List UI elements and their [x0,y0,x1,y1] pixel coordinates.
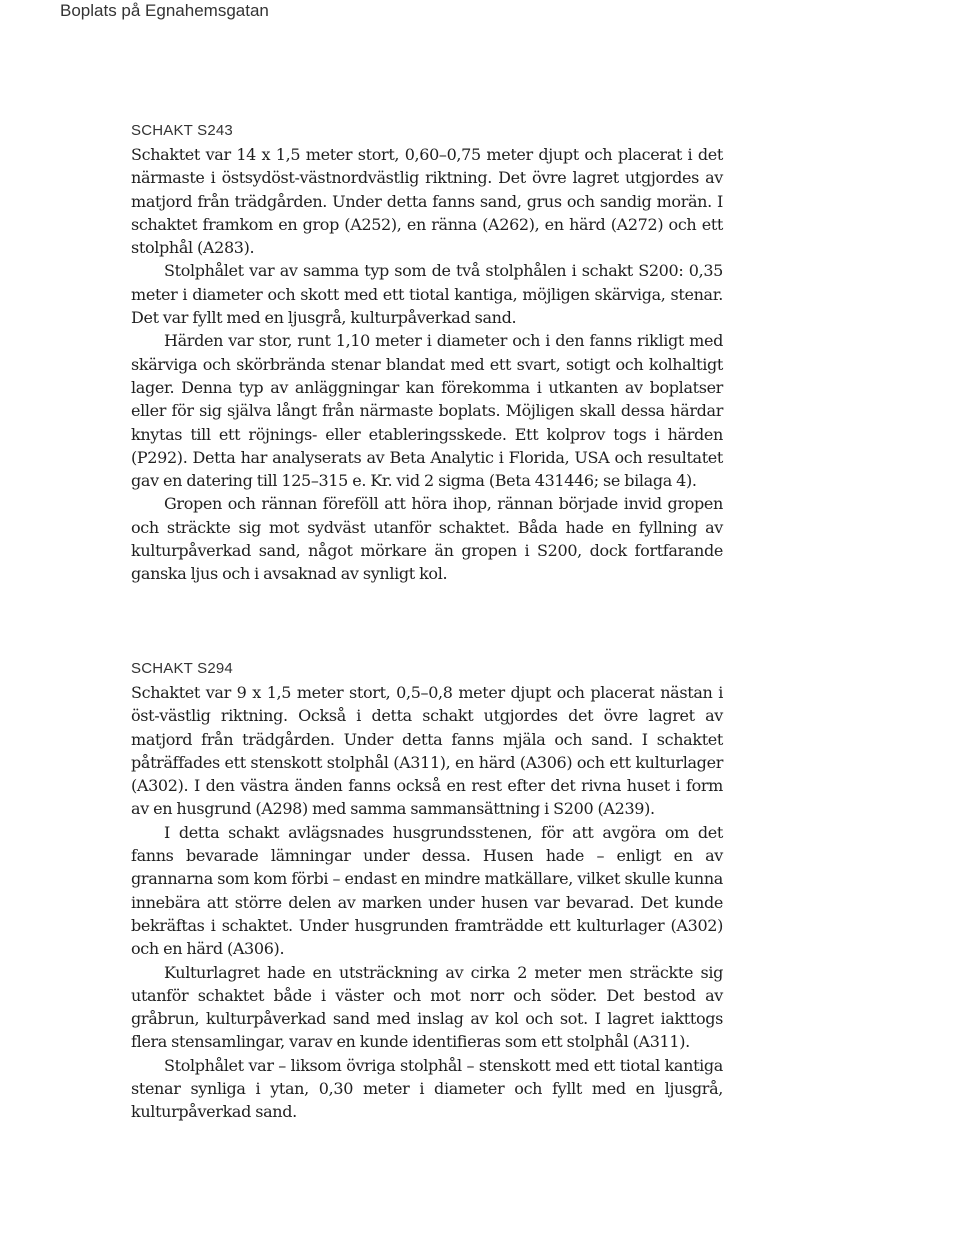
paragraph: Schaktet var 9 x 1,5 meter stort, 0,5–0,8 meter djupt och placerat nästan i öst-västlig riktning. Också i detta schakt utgjordes det övre lagret av matjord från trädgården. Under detta fanns mjäla och sand. I schaktet påträffades ett stenskott stolphål (A311), en härd (A306) och ett kulturlager (A302). I den västra änden fanns också en rest efter det rivna huset i form av en husgrund (A298) med samma sammansättning i S200 (A239). [131,683,723,819]
paragraph: Stolphålet var av samma typ som de två stolphålen i schakt S200: 0,35 meter i diameter och skott med ett tiotal kantiga, möjligen skärviga, stenar. Det var fyllt med en ljusgrå, kulturpåverkad sand. [131,261,723,328]
section-heading: SCHAKT S294 [131,660,233,677]
paragraph: Gropen och rännan föreföll att höra ihop, rännan började invid gropen och sträckte sig mot sydväst utanför schaktet. Båda hade en fyllning av kulturpåverkad sand, något mörkare än gropen i S200, dock fortfarande ganska ljus och i avsaknad av synligt kol. [131,494,723,584]
section-schakt-s294 [131,659,723,1124]
paragraph: Härden var stor, runt 1,10 meter i diameter och i den fanns rikligt med skärviga och skörbrända stenar blandat med ett svart, sotigt och kolhaltigt lager. Denna typ av anläggningar kan förekomma i utkanten av boplatser eller för sig själva långt från närmaste boplats. Möjligen skall dessa härdar knytas till ett röjnings- eller etableringsskede. Ett kolprov togs i härden (P292). Detta har analyserats av Beta Analytic i Florida, USA och resultatet gav en datering till 125–315 e. Kr. vid 2 sigma (Beta 431446; se bilaga 4). [131,331,723,491]
paragraph: I detta schakt avlägsnades husgrundsstenen, för att avgöra om det fanns bevarade lämningar under dessa. Husen hade – enligt en av grannarna som kom förbi – endast en mindre matkällare, vilket skulle kunna innebära att större delen av marken under husen var bevarad. Det kunde bekräftas i schaktet. Under husgrunden framträdde ett kulturlager (A302) och en härd (A306). [131,822,723,959]
paragraph: Stolphålet var – liksom övriga stolphål – stenskott med ett tiotal kantiga stenar synliga i ytan, 0,30 meter i diameter och fyllt med en ljusgrå, kulturpåverkad sand. [131,1055,723,1122]
section-heading: SCHAKT S243 [131,122,233,139]
paragraph: Kulturlagret hade en utsträckning av cirka 2 meter men sträckte sig utanför schaktet både i väster och mot norr och söder. Det bestod av gråbrun, kulturpåverkad sand med inslag av kol och sot. I lagret iakttogs flera stensamlingar, varav en kunde identifieras som ett stolphål (A311). [131,962,723,1052]
running-header-title: Boplats på Egnahemsgatan [60,1,269,20]
section-schakt-s243 [131,121,723,586]
paragraph: Schaktet var 14 x 1,5 meter stort, 0,60–0,75 meter djupt och placerat i det närmaste i östsydöst-västnordvästlig riktning. Det övre lagret utgjordes av matjord från trädgården. Under detta fanns sand, grus och sandig morän. I schaktet framkom en grop (A252), en ränna (A262), en härd (A272) och ett stolphål (A283). [131,145,723,258]
